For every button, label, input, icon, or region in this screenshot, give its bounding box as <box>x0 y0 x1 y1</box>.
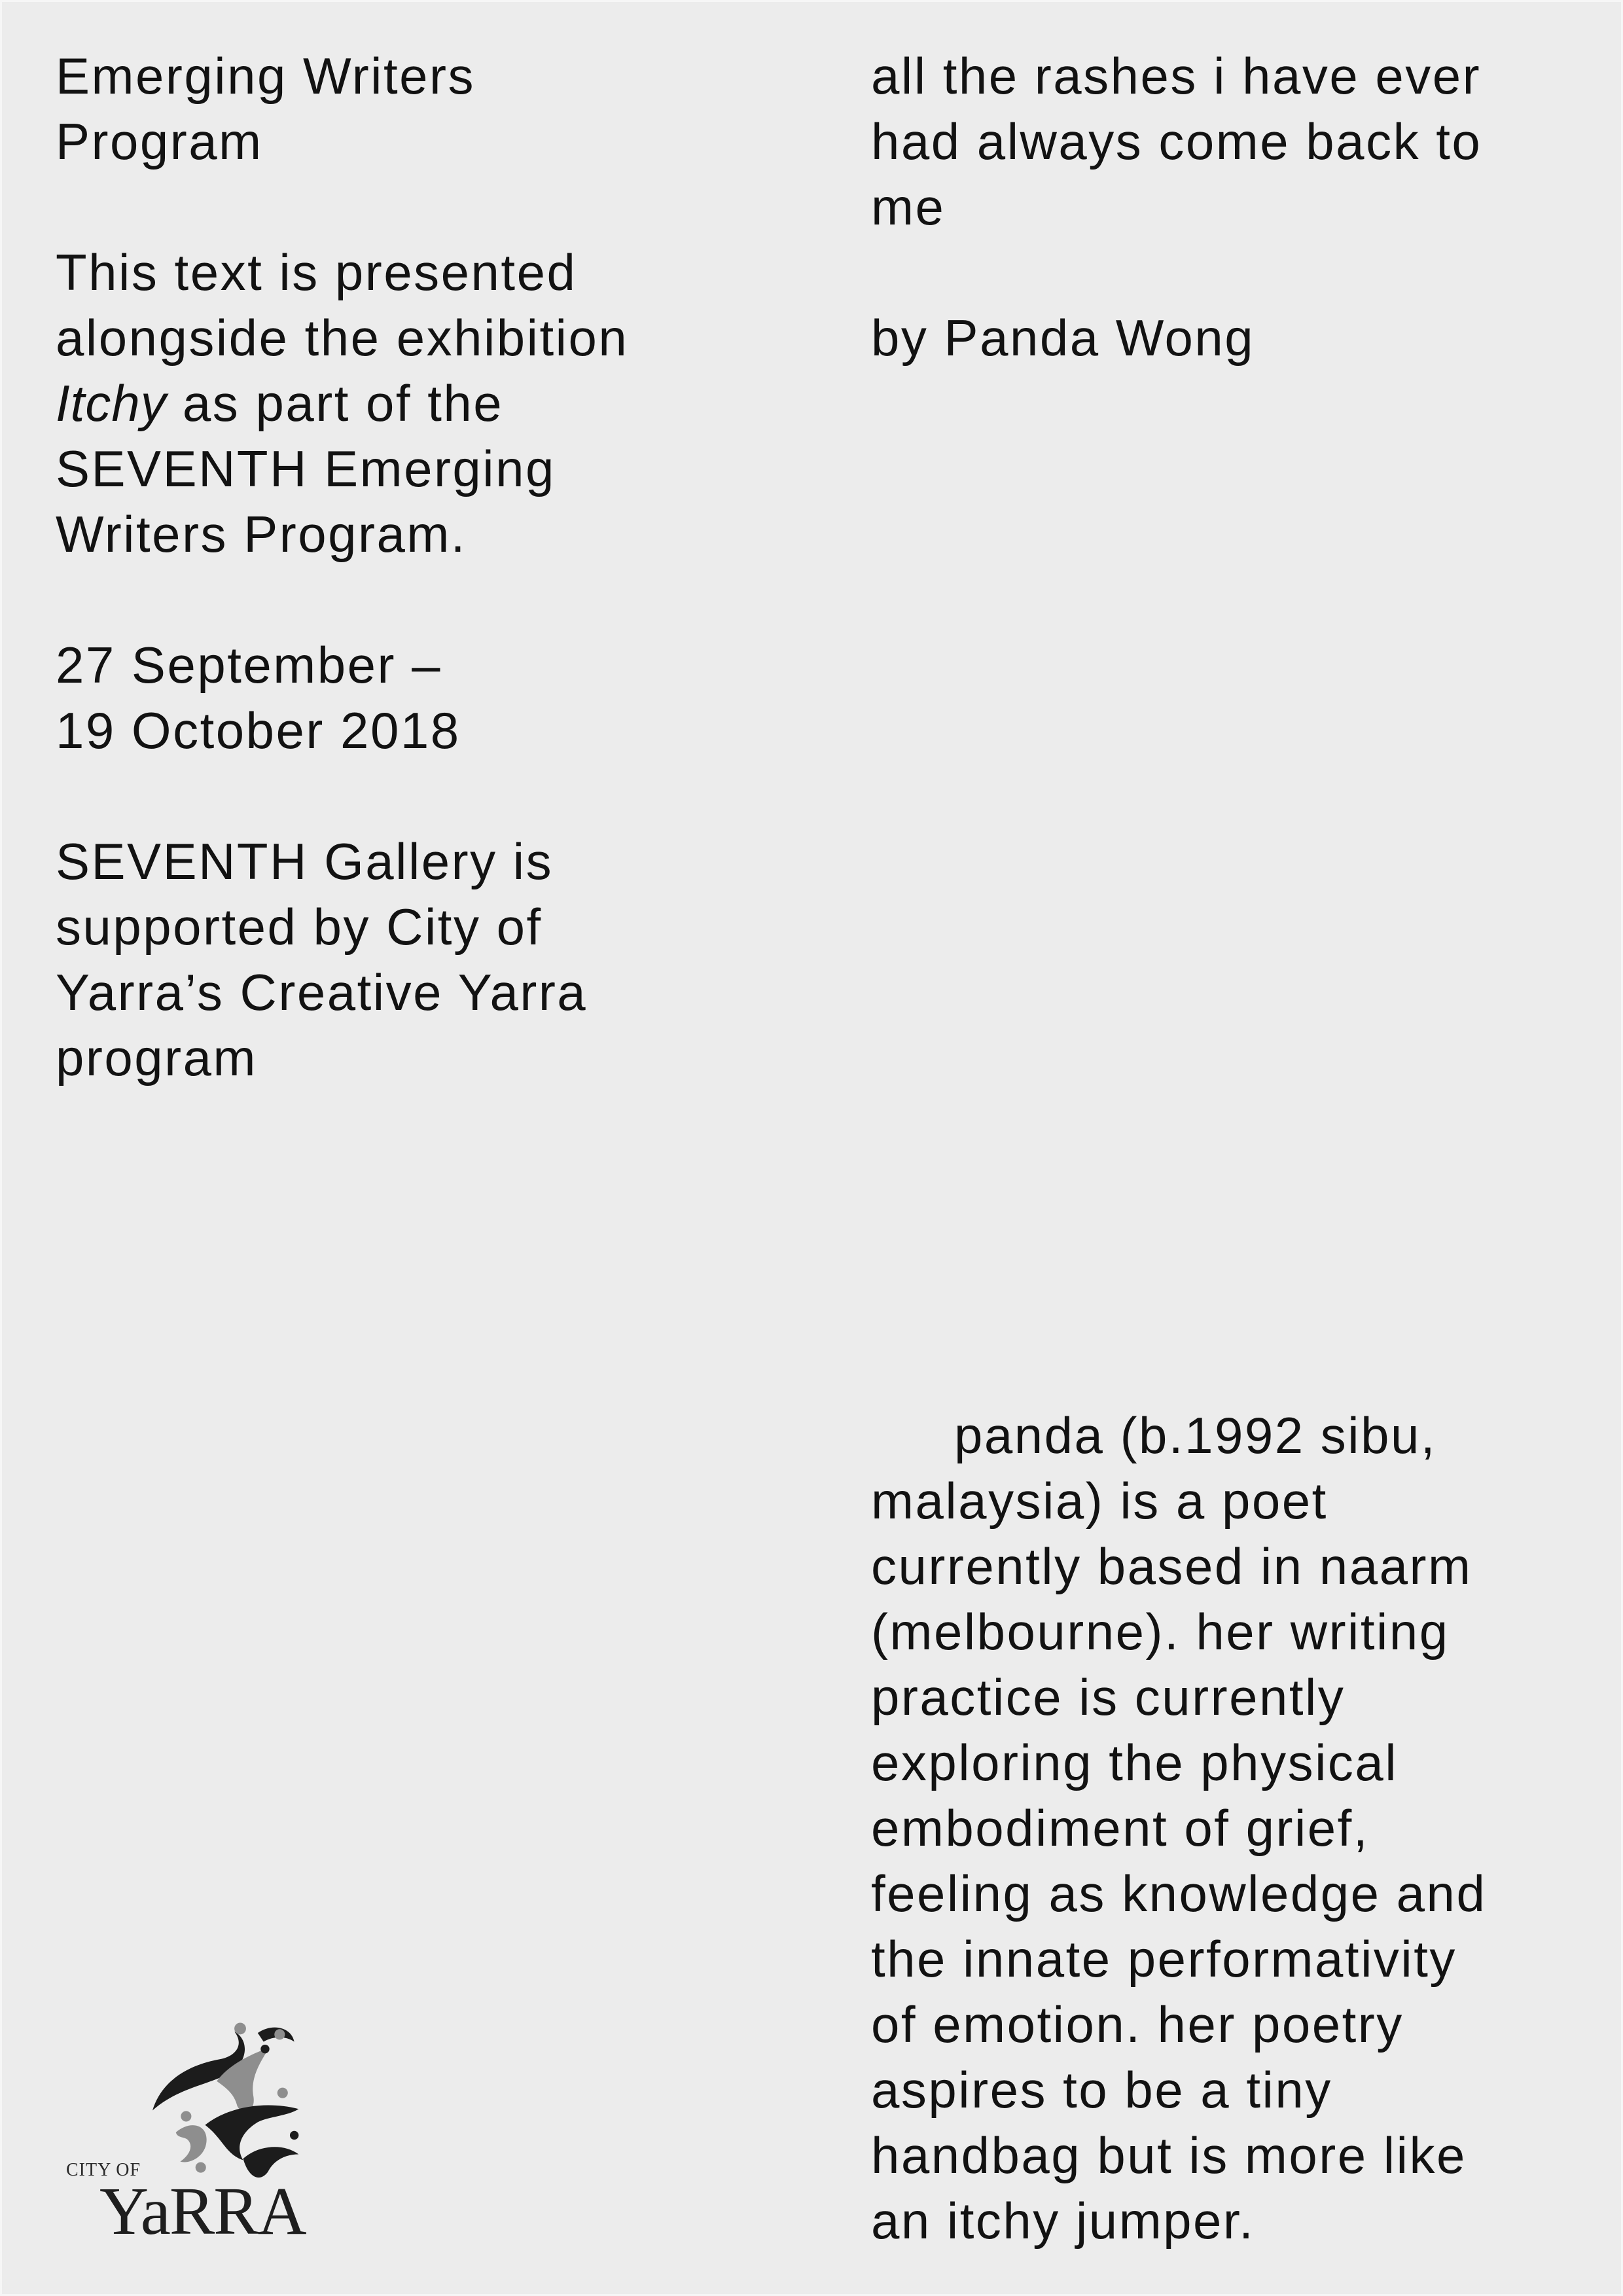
bio-line: an itchy jumper. <box>871 2192 1255 2250</box>
bio-line: practice is currently <box>871 1668 1346 1726</box>
logo-figure-head <box>181 2111 191 2121</box>
right-column <box>871 43 1591 370</box>
support-statement <box>56 829 808 1090</box>
logo-figure-head <box>234 2022 246 2034</box>
intro-paragraph <box>56 240 808 567</box>
logo-figure-head <box>290 2131 298 2140</box>
bio-line: malaysia) is a poet <box>871 1472 1328 1530</box>
support-line: supported by City of <box>56 898 543 956</box>
date-line: 27 September – <box>56 636 442 694</box>
program-title-line: Emerging Writers <box>56 47 476 105</box>
logo-yarra-text: YaRRA <box>99 2174 306 2249</box>
logo-figure-head <box>274 2029 285 2039</box>
left-column <box>56 43 808 1156</box>
bio-line: of emotion. her poetry <box>871 1996 1404 2053</box>
poem-title-line: had always come back to <box>871 113 1482 170</box>
intro-line: Writers Program. <box>56 505 467 563</box>
intro-line <box>56 370 808 436</box>
exhibition-title: Itchy <box>56 374 167 432</box>
exhibition-dates <box>56 632 808 763</box>
author-byline: by Panda Wong <box>871 309 1255 367</box>
intro-line: SEVENTH Emerging <box>56 440 556 497</box>
bio-line: feeling as knowledge and <box>871 1865 1487 1922</box>
logo-city-of-text: CITY OF <box>66 2160 141 2180</box>
program-title-line: Program <box>56 113 263 170</box>
bio-line: handbag but is more like <box>871 2126 1467 2184</box>
poem-title-line: all the rashes i have ever <box>871 47 1482 105</box>
author-bio <box>871 1403 1591 2253</box>
bio-line: exploring the physical <box>871 1734 1399 1791</box>
logo-figure-head <box>277 2088 288 2098</box>
logo-figure <box>176 2125 207 2162</box>
date-line: 19 October 2018 <box>56 702 461 759</box>
bio-line: embodiment of grief, <box>871 1799 1370 1857</box>
poem-title <box>871 43 1591 240</box>
program-title <box>56 43 808 174</box>
city-of-yarra-figures-icon <box>147 2020 315 2195</box>
support-line: program <box>56 1029 257 1086</box>
intro-line: alongside the exhibition <box>56 309 629 367</box>
bio-line: currently based in naarm <box>871 1537 1472 1595</box>
bio-line: the innate performativity <box>871 1930 1457 1988</box>
bio-line: aspires to be a tiny <box>871 2061 1332 2119</box>
support-line: Yarra’s Creative Yarra <box>56 963 588 1021</box>
bio-line: (melbourne). her writing <box>871 1603 1450 1660</box>
poem-title-line: me <box>871 178 946 236</box>
logo-figure-head <box>196 2162 206 2173</box>
intro-line: This text is presented <box>56 243 577 301</box>
intro-line-text: as part of the <box>166 374 504 432</box>
bio-line: panda (b.1992 sibu, <box>954 1407 1437 1464</box>
logo-figure-head <box>210 2067 221 2077</box>
logo-figure-head <box>260 2045 269 2053</box>
logo-figure <box>243 2147 298 2178</box>
support-line: SEVENTH Gallery is <box>56 833 554 890</box>
